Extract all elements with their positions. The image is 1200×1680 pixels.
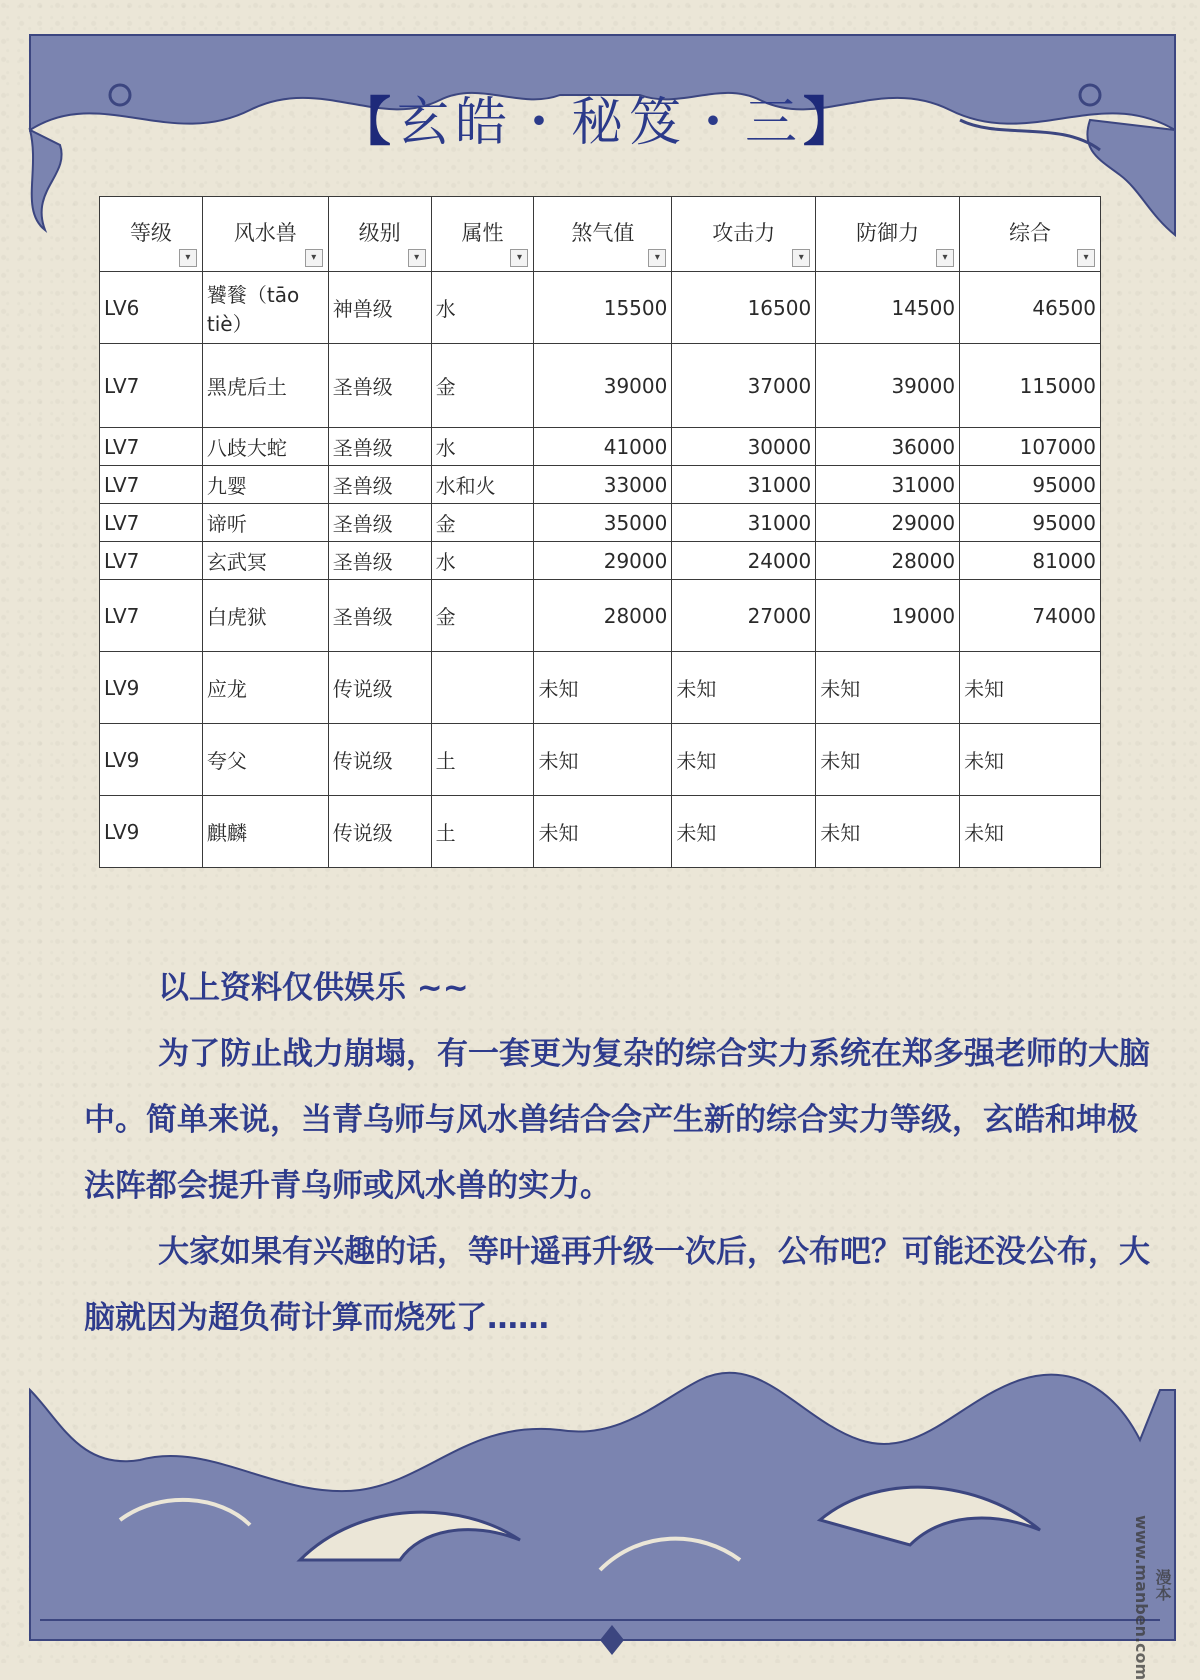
table-cell: 圣兽级 (328, 344, 431, 428)
table-body (100, 272, 1101, 868)
table-cell: 29000 (816, 504, 960, 542)
table-row (100, 652, 1101, 724)
table-cell: 白虎狱 (202, 580, 328, 652)
table-row (100, 344, 1101, 428)
table-cell: 饕餮（tāo tiè） (202, 272, 328, 344)
table-cell: 24000 (672, 542, 816, 580)
notes-block (84, 955, 1164, 1351)
table-cell: 未知 (534, 724, 672, 796)
table-cell: LV7 (100, 466, 203, 504)
table-cell: 土 (431, 796, 534, 868)
header-element: 属性 ▾ (431, 197, 534, 272)
table-cell: 39000 (816, 344, 960, 428)
table-cell (431, 652, 534, 724)
table-cell: 圣兽级 (328, 542, 431, 580)
header-total: 综合 ▾ (960, 197, 1101, 272)
table-cell: 麒麟 (202, 796, 328, 868)
table-row (100, 796, 1101, 868)
table-cell: 15500 (534, 272, 672, 344)
table-cell: 谛听 (202, 504, 328, 542)
table-cell: 未知 (960, 724, 1101, 796)
table-cell: 未知 (960, 652, 1101, 724)
table-cell: 未知 (672, 724, 816, 796)
header-defense: 防御力 ▾ (816, 197, 960, 272)
table-cell: LV7 (100, 542, 203, 580)
table-cell: 金 (431, 580, 534, 652)
header-sha-value: 煞气值 ▾ (534, 197, 672, 272)
table-cell: 33000 (534, 466, 672, 504)
filter-dropdown-icon[interactable]: ▾ (179, 249, 197, 267)
table-cell: 未知 (534, 796, 672, 868)
page-title (0, 80, 1200, 155)
table-cell: 95000 (960, 466, 1101, 504)
beast-stats-table (99, 196, 1101, 868)
table-cell: 29000 (534, 542, 672, 580)
table-row (100, 272, 1101, 344)
table-cell: 圣兽级 (328, 466, 431, 504)
table-cell: 黑虎后土 (202, 344, 328, 428)
table-cell: 36000 (816, 428, 960, 466)
table-header-row (100, 197, 1101, 272)
table-cell: 圣兽级 (328, 504, 431, 542)
table-cell: LV7 (100, 428, 203, 466)
table-cell: LV7 (100, 504, 203, 542)
table-cell: 圣兽级 (328, 580, 431, 652)
table-cell: 81000 (960, 542, 1101, 580)
table-row (100, 724, 1101, 796)
table-cell: 传说级 (328, 652, 431, 724)
table-cell: 未知 (672, 796, 816, 868)
table-cell: 未知 (816, 724, 960, 796)
table-cell: 金 (431, 504, 534, 542)
table-cell: 14500 (816, 272, 960, 344)
note-paragraph: 为了防止战力崩塌，有一套更为复杂的综合实力系统在郑多强老师的大脑中。简单来说，当青乌师与风水兽结合会产生新的综合实力等级，玄皓和坤极法阵都会提升青乌师或风水兽的实力。 (84, 1036, 1150, 1204)
filter-dropdown-icon[interactable]: ▾ (1077, 249, 1095, 267)
table-cell: 95000 (960, 504, 1101, 542)
note-paragraph: 以上资料仅供娱乐 ~~ (158, 970, 469, 1006)
table-cell: LV6 (100, 272, 203, 344)
filter-dropdown-icon[interactable]: ▾ (305, 249, 323, 267)
header-beast: 风水兽 ▾ (202, 197, 328, 272)
table-cell: 31000 (672, 504, 816, 542)
table-cell: 28000 (816, 542, 960, 580)
table-row (100, 428, 1101, 466)
table-cell: 46500 (960, 272, 1101, 344)
table-cell: 八歧大蛇 (202, 428, 328, 466)
table-cell: 未知 (816, 796, 960, 868)
table-cell: 圣兽级 (328, 428, 431, 466)
table-cell: 夸父 (202, 724, 328, 796)
table-cell: 水和火 (431, 466, 534, 504)
table-cell: 未知 (816, 652, 960, 724)
table-cell: 35000 (534, 504, 672, 542)
title-open-bracket: 【 (338, 91, 397, 153)
table-cell: 16500 (672, 272, 816, 344)
table-cell: 未知 (960, 796, 1101, 868)
filter-dropdown-icon[interactable]: ▾ (408, 249, 426, 267)
table-row (100, 466, 1101, 504)
table-cell: LV9 (100, 796, 203, 868)
table-cell: 41000 (534, 428, 672, 466)
table-cell: 39000 (534, 344, 672, 428)
table-cell: 28000 (534, 580, 672, 652)
table-cell: 30000 (672, 428, 816, 466)
table-cell: 31000 (672, 466, 816, 504)
header-rank: 级别 ▾ (328, 197, 431, 272)
table-row (100, 580, 1101, 652)
filter-dropdown-icon[interactable]: ▾ (792, 249, 810, 267)
table-cell: LV7 (100, 580, 203, 652)
table-cell: 神兽级 (328, 272, 431, 344)
table-row (100, 542, 1101, 580)
table-cell: LV9 (100, 652, 203, 724)
header-attack: 攻击力 ▾ (672, 197, 816, 272)
table-cell: LV7 (100, 344, 203, 428)
filter-dropdown-icon[interactable]: ▾ (648, 249, 666, 267)
table-cell: 水 (431, 272, 534, 344)
table-row (100, 504, 1101, 542)
title-text: 玄皓・秘笈・三 (396, 92, 803, 153)
table-cell: 金 (431, 344, 534, 428)
table-cell: 27000 (672, 580, 816, 652)
table-cell: 107000 (960, 428, 1101, 466)
table-cell: 水 (431, 542, 534, 580)
title-close-bracket: 】 (803, 91, 862, 153)
table-cell: 传说级 (328, 796, 431, 868)
table-cell: 74000 (960, 580, 1101, 652)
table-cell: 37000 (672, 344, 816, 428)
table-cell: 土 (431, 724, 534, 796)
table-cell: 未知 (534, 652, 672, 724)
table-cell: 玄武冥 (202, 542, 328, 580)
filter-dropdown-icon[interactable]: ▾ (936, 249, 954, 267)
header-level: 等级 ▾ (100, 197, 203, 272)
table-cell: 传说级 (328, 724, 431, 796)
table-cell: 未知 (672, 652, 816, 724)
table-cell: 115000 (960, 344, 1101, 428)
table-cell: LV9 (100, 724, 203, 796)
filter-dropdown-icon[interactable]: ▾ (510, 249, 528, 267)
watermark-logo: 漫本 www.manben.com (1132, 1515, 1172, 1680)
table-cell: 九婴 (202, 466, 328, 504)
table-cell: 31000 (816, 466, 960, 504)
table-cell: 19000 (816, 580, 960, 652)
table-cell: 应龙 (202, 652, 328, 724)
table-cell: 水 (431, 428, 534, 466)
note-paragraph: 大家如果有兴趣的话，等叶遥再升级一次后，公布吧？可能还没公布，大脑就因为超负荷计算而烧死了…… (84, 1234, 1150, 1336)
